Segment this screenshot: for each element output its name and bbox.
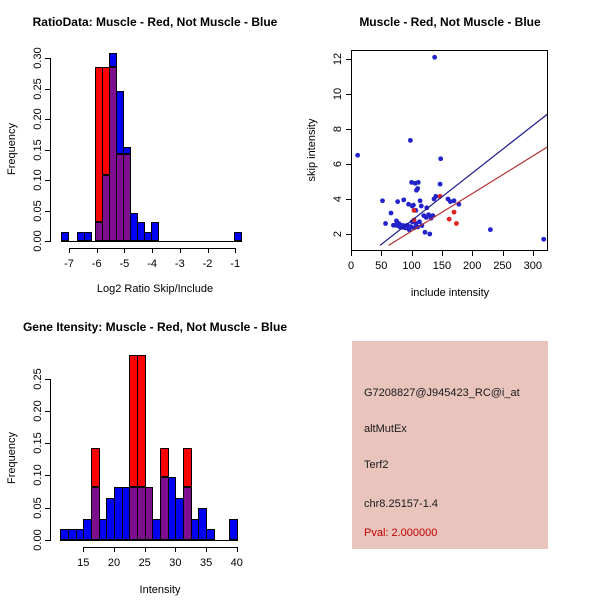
y-tick-mark [45, 119, 50, 120]
x-tick-mark [97, 248, 98, 253]
histogram-bar-blue [123, 147, 131, 154]
histogram-bar-red [183, 448, 192, 488]
y-tick-label: 6 [332, 160, 344, 168]
y-tick-label: 0.05 [31, 199, 44, 222]
x-tick-mark [237, 547, 238, 552]
x-tick-mark [152, 248, 153, 253]
y-tick-label: 0.25 [31, 367, 44, 390]
ratio-hist-xlabel: Log2 Ratio Skip/Include [96, 283, 214, 295]
x-tick-mark [124, 248, 125, 253]
x-tick-mark [351, 251, 352, 256]
y-tick-mark [45, 58, 50, 59]
x-tick-mark [472, 251, 473, 256]
y-tick-label: 0.10 [31, 464, 44, 487]
histogram-bar-blue [109, 53, 117, 66]
gene-hist-ylabel: Frequency [6, 432, 18, 484]
hist-baseline [60, 540, 238, 541]
x-tick-mark [206, 547, 207, 552]
y-tick-label: 10 [332, 87, 344, 101]
x-tick-label: 150 [432, 260, 452, 272]
x-tick-label: 100 [402, 260, 421, 272]
x-tick-mark [114, 547, 115, 552]
histogram-bar-red [91, 448, 100, 488]
y-tick-mark [346, 59, 351, 60]
gene-name-text: Terf2 [364, 459, 389, 471]
y-tick-mark [45, 443, 50, 444]
x-tick-mark [235, 248, 236, 253]
x-tick-label: -7 [64, 257, 74, 270]
y-tick-label: 0.00 [31, 230, 44, 252]
x-tick-mark [503, 251, 504, 256]
y-tick-mark [45, 475, 50, 476]
x-tick-mark [412, 251, 413, 256]
x-tick-mark [381, 251, 382, 256]
x-tick-label: 35 [199, 557, 213, 569]
ratio-hist-ylabel: Frequency [6, 123, 18, 175]
y-tick-mark [346, 164, 351, 165]
x-tick-mark [533, 251, 534, 256]
y-tick-mark [45, 540, 50, 541]
scatter-title: Muscle - Red, Not Muscle - Blue [359, 15, 541, 29]
probe-id-text: G7208827@J945423_RC@i_at [364, 387, 520, 399]
event-type-text: altMutEx [364, 423, 407, 435]
x-tick-mark [180, 248, 181, 253]
x-tick-label: -5 [119, 257, 130, 270]
x-tick-label: 200 [463, 260, 482, 272]
scatter-ylabel: skip intensity [306, 118, 318, 182]
y-tick-mark [45, 180, 50, 181]
x-tick-label: -3 [174, 257, 185, 270]
x-tick-mark [83, 547, 84, 552]
gene-hist-title: Gene Itensity: Muscle - Red, Not Muscle - Blue [22, 320, 288, 334]
y-tick-mark [45, 89, 50, 90]
x-tick-label: 30 [169, 557, 182, 569]
y-tick-mark [346, 199, 351, 200]
x-tick-label: 40 [230, 557, 243, 569]
y-tick-label: 4 [332, 195, 344, 203]
x-tick-mark [69, 248, 70, 253]
x-tick-label: 50 [375, 260, 388, 272]
ratio-hist-title: RatioData: Muscle - Red, Not Muscle - Blue [32, 15, 278, 29]
pval-text: Pval: 2.000000 [364, 527, 438, 539]
histogram-bar-blue [84, 232, 92, 241]
histogram-bar-red [137, 355, 146, 487]
y-tick-mark [45, 508, 50, 509]
x-tick-mark [208, 248, 209, 253]
y-tick-label: 0.05 [31, 496, 44, 519]
x-tick-label: 250 [493, 260, 512, 272]
y-tick-mark [45, 150, 50, 151]
histogram-bar-blue [151, 222, 159, 241]
x-tick-label: -6 [91, 257, 102, 270]
y-tick-label: 0.20 [31, 400, 44, 422]
x-tick-label: 20 [107, 557, 121, 569]
y-tick-label: 0.25 [31, 77, 44, 100]
y-tick-label: 0.10 [31, 169, 44, 191]
y-tick-label: 2 [332, 230, 344, 238]
histogram-bar-blue [234, 232, 242, 241]
y-tick-mark [45, 411, 50, 412]
histogram-bar-red [160, 448, 169, 477]
hist-baseline [61, 241, 242, 242]
y-tick-mark [346, 94, 351, 95]
y-tick-label: 0.15 [31, 138, 44, 161]
y-tick-label: 0.00 [31, 529, 44, 551]
histogram-bar-blue [229, 519, 238, 540]
y-tick-mark [45, 379, 50, 380]
x-tick-label: 15 [77, 557, 90, 569]
x-tick-label: 25 [138, 557, 151, 569]
histogram-bar-blue [116, 91, 124, 154]
x-tick-label: 300 [523, 260, 542, 272]
x-tick-label: 0 [347, 260, 355, 272]
y-axis-line [50, 58, 51, 242]
x-tick-label: -4 [147, 257, 157, 270]
y-tick-label: 8 [332, 125, 344, 133]
x-tick-mark [145, 547, 146, 552]
x-tick-mark [175, 547, 176, 552]
x-tick-mark [442, 251, 443, 256]
y-tick-label: 0.30 [31, 47, 44, 69]
y-tick-label: 0.15 [31, 432, 44, 454]
y-tick-mark [346, 234, 351, 235]
histogram-bar-blue [206, 529, 215, 540]
y-tick-label: 0.20 [31, 108, 44, 130]
y-tick-mark [45, 211, 50, 212]
x-tick-label: -1 [230, 257, 241, 270]
scatter-plot-box [351, 50, 548, 251]
y-tick-label: 12 [332, 52, 344, 66]
y-tick-mark [45, 241, 50, 242]
x-tick-label: -2 [202, 257, 213, 270]
y-tick-mark [346, 129, 351, 130]
locus-text: chr8.25157-1.4 [364, 498, 438, 510]
x-axis-line [83, 547, 238, 548]
histogram-bar-blue [61, 232, 69, 241]
scatter-xlabel: include intensity [410, 287, 490, 299]
y-axis-line [50, 379, 51, 542]
gene-hist-xlabel: Intensity [139, 584, 181, 596]
gene-info-box [352, 341, 548, 549]
